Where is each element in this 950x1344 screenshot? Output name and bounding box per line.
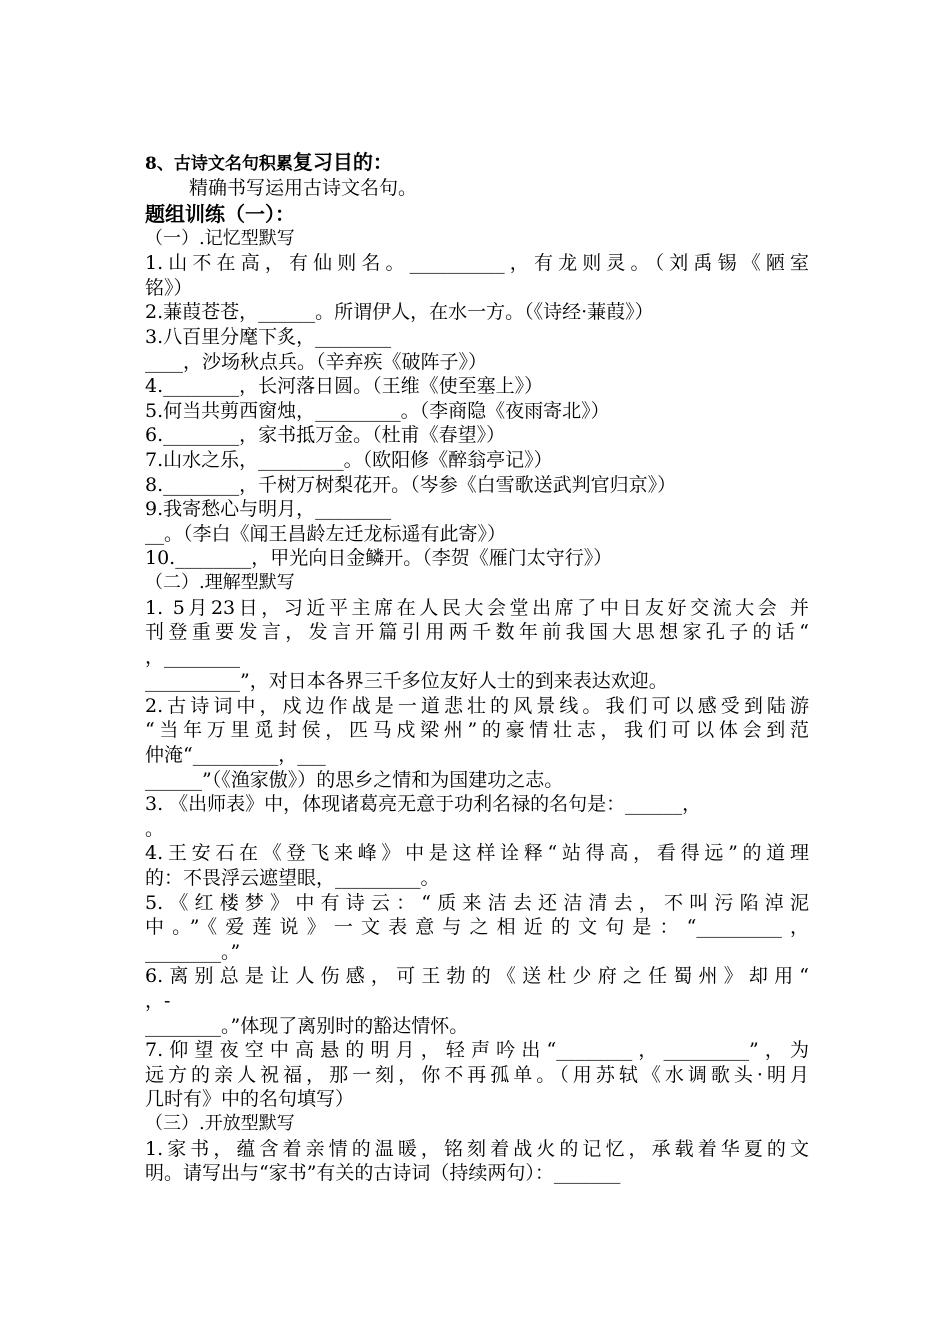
question-line: 。: [145, 817, 165, 840]
question-line: 7.仰望夜空中高悬的明月，轻声吟出“________，_________”，为: [145, 1039, 809, 1062]
section-title: （二）.理解型默写: [145, 571, 295, 593]
question-line: 5.何当共剪西窗烛，_________。（李商隐《夜雨寄北》）: [145, 399, 610, 422]
review-heading: [145, 150, 809, 176]
question-line: 仲淹“_________，___: [145, 744, 326, 767]
question-line: 9.我寄愁心与明月，________: [145, 498, 392, 521]
question-line: 刊登重要发言，发言开篇引用两千数年前我国大思想家孔子的话“: [145, 621, 809, 644]
question-line: ________。”: [145, 940, 241, 963]
question-line: 6.________，家书抵万金。（杜甫《春望》）: [145, 424, 506, 447]
question-line: “当年万里觅封侯，匹马戍梁州”的豪情壮志，我们可以体会到范: [145, 719, 809, 742]
section-title: （三）.开放型默写: [145, 1112, 295, 1134]
question-line: 6.离别总是让人伤感，可王勃的《送杜少府之任蜀州》却用“: [145, 965, 809, 988]
question-line: 的：不畏浮云遮望眼，_________。: [145, 867, 440, 890]
question-line: 中。”《爱莲说》一文表意与之相近的文句是：“_________，: [145, 916, 809, 939]
group-title: 题组训练（一）：: [145, 201, 295, 226]
question-line: 10.________，甲光向日金鳞开。（李贺《雁门太守行》）: [145, 547, 613, 570]
question-line: ，-: [145, 990, 171, 1012]
question-line: 1.家书，蕴含着亲情的温暖，铭刻着战火的记忆，承载着华夏的文: [145, 1137, 809, 1160]
question-line: ______”（《渔家傲》）的思乡之情和为国建功之志。: [145, 768, 564, 791]
question-line: 铭》）: [145, 276, 193, 299]
sections: [145, 227, 809, 1186]
question-line: 远方的亲人祝福，那一刻，你不再孤单。（用苏轼《水调歌头·明月: [145, 1063, 809, 1086]
question-line: 2.古诗词中，戍边作战是一道悲壮的风景线。我们可以感受到陆游: [145, 694, 809, 717]
question-line: 4.________，长河落日圆。（王维《使至塞上》）: [145, 375, 544, 398]
question-line: 几时有》中的名句填写）: [145, 1088, 355, 1111]
question-line: __________”，对日本各界三千多位友好人士的到来表达欢迎。: [145, 670, 668, 693]
question-line: __。（李白《闻王昌龄左迁龙标遥有此寄》）: [145, 522, 507, 545]
question-line: 4.王安石在《登飞来峰》中是这样诠释“站得高，看得远”的道理: [145, 842, 809, 865]
question-line: 1. 5月23日，习近平主席在人民大会堂出席了中日友好交流大会 并: [145, 596, 809, 619]
question-line: 3.八百里分麾下炙，________: [145, 325, 392, 348]
section-title: （一）.记忆型默写: [145, 227, 295, 249]
question-line: 7.山水之乐，_________。（欧阳修《醉翁亭记》）: [145, 448, 553, 471]
question-line: 1.山不在高，有仙则名。__________，有龙则灵。（刘禹锡《陋室: [145, 252, 809, 275]
document-page: [145, 150, 809, 1186]
goal-text: 精确书写运用古诗文名句。: [189, 177, 418, 199]
question-line: 3. 《出师表》中，体现诸葛亮无意于功利名禄的名句是：______，: [145, 793, 702, 816]
question-line: 5.《红楼梦》中有诗云：“质来洁去还洁清去，不叫污陷淖泥: [145, 891, 809, 914]
heading-number: 8、古诗文名句积累: [145, 154, 293, 174]
question-line: 2.蒹葭苍苍，______。所谓伊人，在水一方。（《诗经·蒹葭》）: [145, 301, 654, 324]
question-line: 8.________，千树万树梨花开。（岑参《白雪歌送武判官归京》）: [145, 473, 677, 496]
question-line: 明。请写出与“家书”有关的古诗词（持续两句）：_______: [145, 1162, 621, 1185]
question-line: ____，沙场秋点兵。（辛弃疾《破阵子》）: [145, 350, 488, 373]
heading-goal-label: 复习目的：: [292, 150, 393, 174]
question-line: ，________: [145, 645, 241, 668]
question-line: ________。”体现了离别时的豁达情怀。: [145, 1014, 469, 1037]
